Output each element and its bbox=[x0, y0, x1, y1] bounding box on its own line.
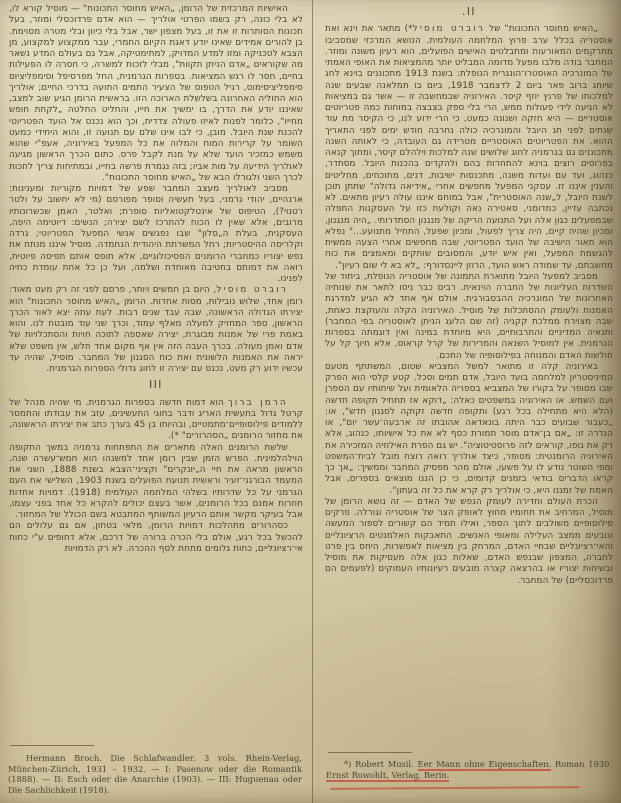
paragraph: האישיות המרכזית של הרומן, „האיש מחוסר התכונות" — מוסיל קורא לו, לא בלי כונה, רק בשמו הפרטי אולריך — הוא אדם פרדוכסלי ומוזר, בעל תכונות הסותרות זו את זו, בעל מצפון ישר, אבל בלי כיוון ובלי מטרה מסוימת. בן להורים אמידים שאינו יודע דאגת הקיום החמרי, עבר ממקצוע למקצוע, מן הצבא לטכניקה ומזו למדע המדויק, למתימטיקה, אבל גם בעולם המדע נשאר מה שקוראים „אדם הניתן תקוות", מבלי לזכות למשרה, כי חסרה לו הפעילות בחיים, חסר לו רגש המציאות. בספרות הגרמנית, החל מפרסיפל וסימפליציוס סימפליציסימוס, רגיל הטפוס של הצעיר התמים התועה בדרכי החיים; אולריך הוא החוליה האחרונה בשלשלת הארוכה הזו. בראשית הרומן הגיע שוב למצב, שאיננו יודע את הדרך, בו ימשיך את חייו, והחליט החלטה „לקחת חופש מחייו", כלומר לפנות לאיזו פעולה צדדית, וכך הוא נכנס אל הועד הפטריוטי להכנת שנת היובל. מובן, כי לבו אינו שלם עם תנועה זו, והוא היחידי כמעט השומר על קרירות המוח והמלוה את כל המפעל באירוניה, אעפ"י שהוא משמש כמזכיר הועד שלא על מנת לקבל פרס. כתום הכרך הראשון מגיעה לאולריך הידיעה על מות אביו; בזה נגמרת פרשה בחייו, ובמתיחות צריך לחכות לכרך השני ולגורלו הבא של „האיש מחוסר התכונות". bbox=[9, 4, 303, 183]
paragraph-text: *) מתאר את וינא ואת אוסטריה בכלל ערב פרוץ המלחמה העולמית. הנושא המרכזי שמסביבו מתרקמים המאורעות ומתבלטים האישים הפועלים, הוא רעיון משונה ומוזר. המחבר בודה מלבו מפעל מדומה המבליט יותר מהמציאות את האופי האמתי של המונרכיה האוסטרו־הונגרית הנופלת: בשנת 1913 מתכוננים בוינא לחג שיוחג ברוב פאר ביום 2 לדצמבר 1918, ביום בו תמלאנה שבעים שנה למלכותו של פרנץ יוזף קיסר. האירוניה שבמחשבה זו — אשר גם במציאות לא הגיעה לידי פעולות ממש, הרי בלי ספק בצבצה במוחות כמה פטריוטים אוסטריים — היא חזקה ושנונה כמעט, כי הרי ידוע לנו, כי הקיסר מת עוד שנתים לפני חג היובל והמונרכיה כולה נחרבה חודש ימים לפני התאריך ההוא. את הפטריוטים האוסטריים מטרידה גם העובדה, כי לאותה השנה מתכוננים גם בגרמניה לחוג שלושים שנה למלכות וילהלם קיסר, ומתוך קנאה בפרוסים רוצים בוינא להתחרות בהם ולהקדים בהכנות היובל. מסתדר, כנהוג, ועד עם ועדות משנה, מתכנסות ישיבות, דנים, מתוכחים, מחליטים והענין איננו זז. עסקני המפעל מחפשים אחרי „אידיאה גדולה" שתתן תוכן לשנת היובל, ל„שנה האוסטרית", אבל במוחם איננו עולה רעיון מתאים. לא נכתבה עדיין, כמדומני, סאטירה נאה וקולעת כזו על העסקנות התפלה שבמפעלים כגון אלה ועל התנועה הריקה של מנגנון הסתדרותי. „היה מנגנון, ומכיון שהיה קיים, היה צריך לפעול, ומכיון שפעל, התחיל מתנועע..." נפלא הוא תאור הישיבה של הועד הפטריוטי, שבה מחפשים אחרי הצעה ממשית להגשמת המפעל, ואין איש יודע, והמסובים שותקים ומאמצים את כוח מחשבתם, עד שמודה ראש הועד, הרוזן ליינסדורף: „לא בא לי שום רעיון". bbox=[325, 24, 613, 271]
paragraph: באירוניה קלה זו מתואר למשל המצביא שטום, המשתתף מטעם המיניסטריון למלחמה בועד היובל, אדם תמים וסכל. קטע קלסי הוא הפרק שבו מסופר על בקורו של המצביא בספריה הלאומית ועל שיחותיו עם הספרן ועם השמש. או האירוניה במשפטים כאלה: „דוקא אז תתחיל תקופה חדשה (הלא היא מתחילה בכל רגע) ותקופה חדשה זקוקה לסגנון חדש", או: „כעבור שבועים כבר היתה בונאדאה אהובתו זה ארבעה־עשר יום", או הגדרה זו: „אם בן־אדם מוסר תמורת כסף לא את כל אישיותו, כנהוג, אלא רק את גופו, קוראים לזה פרוסטיטוציה". יש גם הפרת האילוזיה המזכירה את האירוניה הרומנטית: מסופר, כיצד אולריך רואה רוצח מובל לבית־המשפט ומפי השוטר נודע לו על פשעו, אולם מהר מפסיק המחבר וממשיך: „אך כך קראו הדברים בודאי בזמנים קדומים, כי כן הננו מוצאים בספרים, אבל האמת של זמננו היא, כי אולריך רק קרא את כל זה בעתון". bbox=[325, 361, 613, 496]
paragraph-text: „האיש מחוסר התכונות" של bbox=[485, 24, 598, 35]
footnote-musil-bibliography bbox=[326, 759, 612, 781]
footnote-separator-rule bbox=[10, 745, 94, 746]
paragraph-text: , היום בן חמשים ויותר, פרסם לפני זה רק מעט מאוד: רומן אחד, שלוש נובילות, מסות אחדות. הרומן „האיש מחוסר התכונות" הוא יצירתו הגדולה הראשונה, שבה עבד שנים רבות. לעת עתה יצא לאור הכרך הראשון, ספר המחזיק למעלה מאלף עמוד, וכרך שני עוד מובטח לנו. והוא באמת פרי של אמנות מבוגרת, יצירה שאספה לתוכה חויות והסתכלויות של אדם ואמן מעולה. בכרך העבה הזה אין אף מקום אחד חלש, אין משפט שלא יראה את האמנות הלשונית ואת כוח הסגנון של המחבר. מוסיל, שהיה עד עכשיו ידוע רק מעט, נכנס עם יצירה זו לחוג גדולי הספרות הגרמנית. bbox=[9, 285, 303, 374]
column-divider-rule bbox=[312, 0, 313, 803]
paragraph bbox=[9, 285, 303, 375]
right-column-text bbox=[325, 0, 613, 728]
paragraph bbox=[9, 398, 303, 443]
footnote-text-red-underlined: Ernst Rowohlt, Verlag, Berin. bbox=[326, 770, 450, 781]
paragraph: מסביב לאולריך מעצב המחבר שפע של דמויות מקוריות ומענינות: ארנהיים, יהודי גרמני, בעל תעשיה וסופר מפורסם (מי לא יחשוב על ולטר רטנוי?), הטיפוס של אינטלקטואליות סופרת; ואלטר, האמן שכשרונותיו מרובים, אלא שאין לו הכוח להתרכז לשם יצירה; הנשים: דיוטימה היפה, העסקנית, בעלת ה„סלון" שבו נפגשים אנשי המפעל הפטריוטי; גרדה וקלריסה ההיסטריות; רחל המשרתת היהודית הנחמדה. מוסיל איננו מנתח את נפש יצוריו כמחברי הרומנים הפסיכולוגיים, אלא תופס אותם תפיסה פיוטית, רואה את דמותם בחטיבה מאוחדת ושלמה, ועל כן כל אחת עומדת כחיה לפנינו. bbox=[9, 184, 303, 284]
footnote-text: *) Robert Musil. bbox=[344, 759, 418, 770]
paragraph: כסהרורים מתהלכות דמויות הרומן, מלאי בטחון, אם גם עלולים הם להכשל בכל רגע, אולם בלי הכרה ברורה של דרכם, אלא דחופים ע"י כחות אי־רציונליים, כחות גלומים מתחת לסף ההכרה. לא רק הדמויות bbox=[9, 521, 303, 554]
right-column bbox=[325, 0, 613, 728]
paragraph: שלשת הרומנים האלה מתארים את התפתחות גרמניה במשך התקופה הוילהלמינית. הפרש הזמן שבין רומן אחד למשנהו הוא חמש־עשרה שנה. הראשון מראה את חיי ה„יונקרים" וקציני־הצבא בשנת 1888, השני את המעמד הבורגני־זעיר וראשית תנועת הפועלים בשנת 1903, השלישי את העם הגרמני על כל שדרותיו בשלהי המלחמה העולמית (1918). דמויות אחדות חוזרות אמנם בכל הרומנים, אשר בעצם יכולים להקרא כל אחד בפני עצמו, אבל בעיקר מקשר אותם הרעיון המשותף המתבטא בשם הכולל של המחזור. bbox=[9, 442, 303, 520]
author-name-emphasis: הרמן ברוך bbox=[227, 397, 289, 408]
left-column-text bbox=[9, 0, 303, 744]
section-heading-iii: III bbox=[149, 379, 163, 392]
left-column bbox=[9, 0, 303, 744]
red-proof-mark-line bbox=[330, 786, 580, 790]
paragraph: הכרת העולם וחדירה לעומק הנפש של האדם — זה נושא הרומן של מוסיל, המרחיב את תחומיו מחוץ לאופק הצר של אוסטריה וגורלה. פרקים פילוסופיים משולבים לתוך הספר, ואילו תמיד הם קשורים לספור המעשה ונובעים ממצב העלילה ומאופי האנשים. התאבקות האלמנטים הרציונליים והאי־רציונליים שבחיי האדם, המרחק בין מציאות לאפשרות, היחס בין פרט לחברה, המצפון שבנפש האדם, שאלות כגון אלה מעסיקות את מוסיל ובשיחות יצוריו או בהרצאה קצרה מובעים רעיונותיו העמוקים (לפעמים הם פרדוכסליים) של המחבר. bbox=[325, 496, 613, 586]
paragraph bbox=[325, 24, 613, 272]
author-name-emphasis: רוברט מוסיל bbox=[216, 285, 288, 296]
paragraph: מסביב למפעל היובל מתוארת התמונה של אוסטריה הנופלת, ביחוד של השדרות העליונות של החברה הוינאית. רבים כבר ניסו לתאר את שנותיה האחרונות של המונרכיה ההבסבורגית. אולם אף אחד לא הגיע למדרגת האמנות ולעומק ההסתכלות של מוסיל. האירוניה הקלה והעוקצת כאחת, שבה מצוירת ממלכת קקניה (זה שם הלעג הניתן לאוסטריה בפי המחבר) ותנאיה המדיניים והתרבותיים, היא מיוחדת במינה ואין דוגמתה בספרות הגרמנית. אין למוסיל השנאה והמרירות של קרל קראוס, אלא חיוך קל על חולשות האדם והמנוחה בפילוסופיה של החכם. bbox=[325, 271, 613, 361]
footnote-broch-bibliography: Hermann Broch. Die Schlafwandler. 3 vols. Rhein-Verlag, München-Zürich, 1931 – 1932. — I: Pasenow oder die Romantik (1888). — II: Esch oder die Anarchie (1903). — III: Huguenau oder Die Sachlichkeit (1918). bbox=[8, 752, 302, 796]
author-name-emphasis: רוברט מוסיל bbox=[412, 24, 485, 35]
section-heading-ii: II. bbox=[461, 6, 477, 18]
paragraph-text: הוא דמות חדשה בספרות הגרמנית. מי שהיה מנהל של קרטל גדול בתעשית האריג ודבר בחוגי התעשינים, עזב את עבודתו והתמסר ללמודים פילוסופיים־מתמטיים, ובהיותו בן 45 בערך כתב את יצירתו הראשונה, את מחזור הרומנים „הסהרורים" *). bbox=[9, 397, 303, 442]
footnote-text-red-underlined: Eer Mann ohne Eigenschaften. bbox=[417, 759, 552, 770]
footnote-text: Roman 1930. bbox=[551, 759, 612, 770]
footnote-separator-rule bbox=[328, 752, 412, 753]
